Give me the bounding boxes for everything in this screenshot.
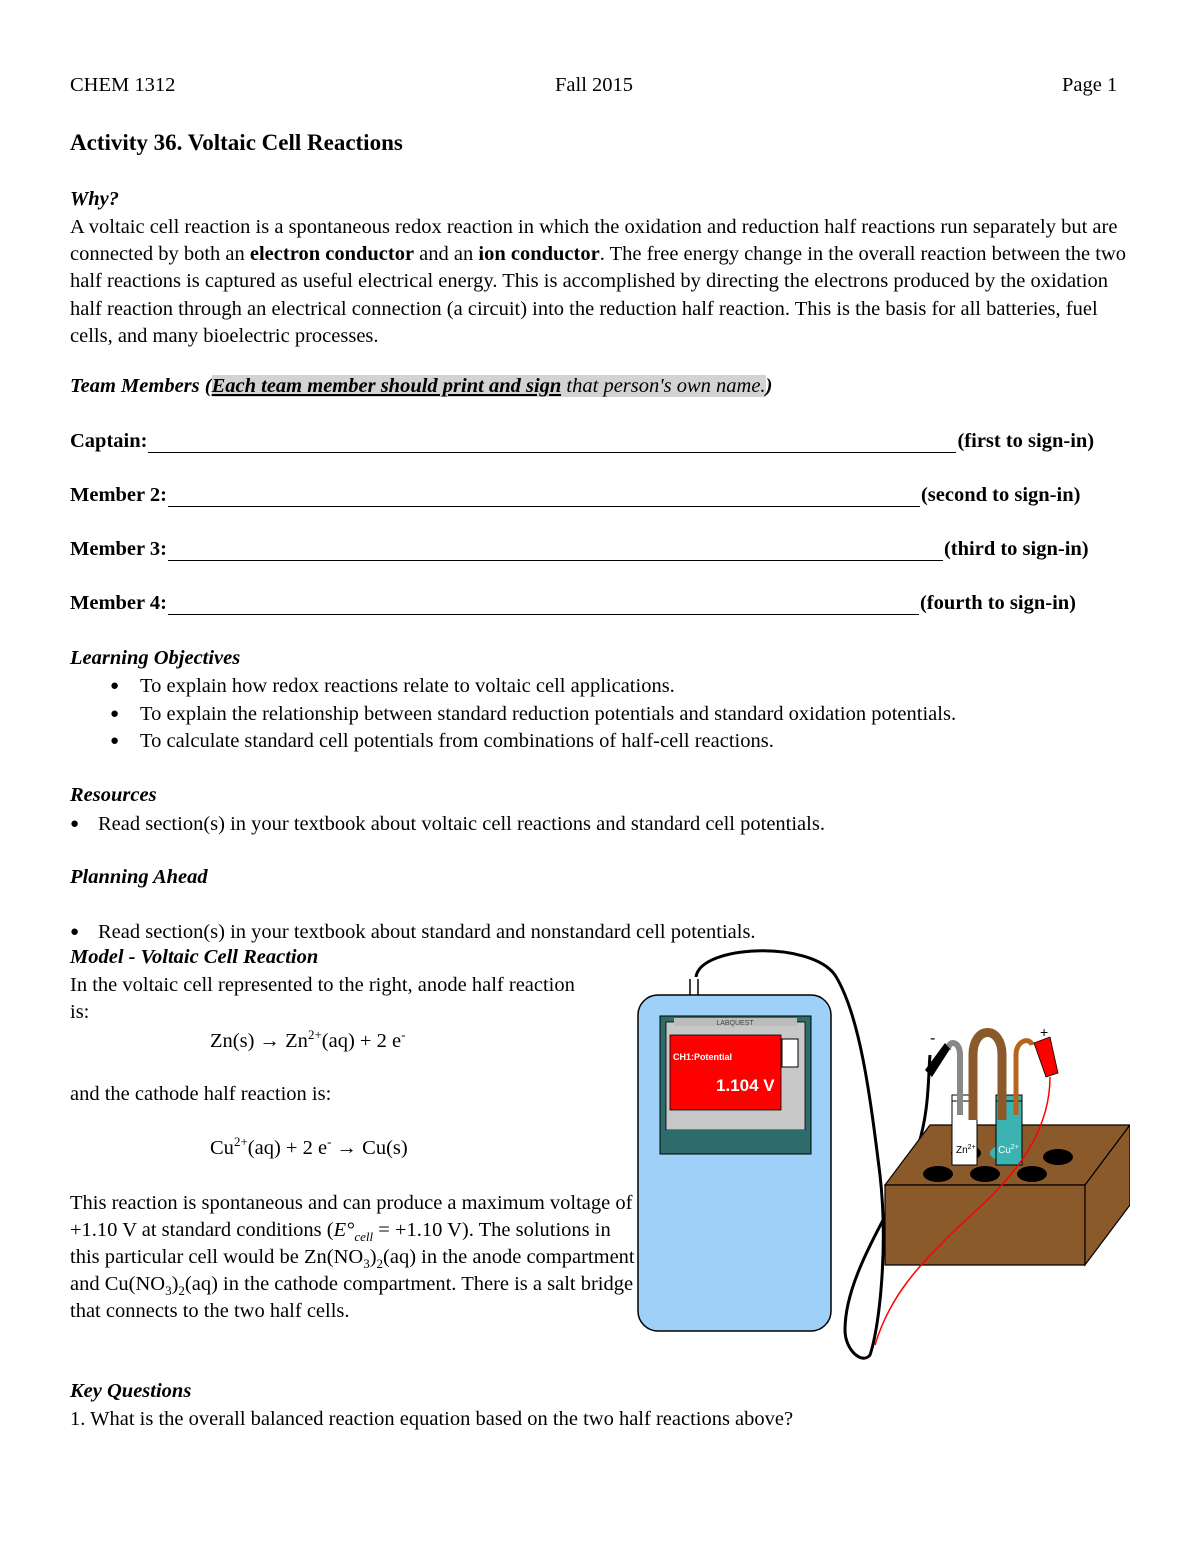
planning-item: ● Read section(s) in your textbook about standard and nonstandard cell potentials. (70, 919, 1188, 946)
probe-connector (690, 979, 698, 995)
block-hole (923, 1166, 953, 1182)
team-members-heading: Team Members (Each team member should print and sign that person's own name.) (70, 375, 773, 397)
block-front (885, 1185, 1085, 1265)
member3-signature-line[interactable] (168, 538, 943, 561)
objectives-list (70, 673, 1160, 756)
reading-panel (670, 1035, 781, 1110)
term-label: Fall 2015 (555, 74, 634, 96)
page-number: Page 1 (1062, 74, 1118, 96)
planning-heading: Planning Ahead (70, 866, 208, 888)
minus-terminal: - (930, 1030, 936, 1047)
page-title: Activity 36. Voltaic Cell Reactions (70, 130, 403, 155)
member2-sign-row[interactable]: Member 2: (second to sign-in) (70, 484, 1081, 506)
captain-signature-line[interactable] (148, 430, 956, 453)
course-label: CHEM 1312 (70, 74, 176, 96)
captain-sign-row[interactable]: Captain: (first to sign-in) (70, 430, 1095, 452)
zn-ion-label: $Zn^{2+}$ (956, 1144, 976, 1156)
scroll-button (782, 1039, 798, 1067)
member2-signature-line[interactable] (168, 484, 920, 507)
resources-heading: Resources (70, 784, 157, 806)
copper-electrode (1016, 1041, 1032, 1115)
model-paragraph: This reaction is spontaneous and can produce a maximum voltage of +1.10 V at standard conditions ($E^\circ_{cell} = +1.10$ V). The solutions in this particular cell would be $Zn(NO_3)_2(aq)$ in the anode compartment and $Cu(NO_3)_2(aq)$ in the cathode compartment. There is a salt bridge that connects to the two half cells. (70, 1192, 635, 1322)
red-clip (1034, 1037, 1058, 1077)
ion-conductor-term: ion conductor (478, 243, 600, 266)
model-heading: Model - Voltaic Cell Reaction (70, 946, 319, 968)
cu-ion-label: $Cu^{2+}$ (998, 1144, 1019, 1156)
key-questions-heading: Key Questions (70, 1380, 192, 1402)
objective-item: ● To calculate standard cell potentials from combinations of half-cell reactions. (70, 728, 1160, 756)
resources-item: ● Read section(s) in your textbook about voltaic cell reactions and standard cell potentials. (70, 811, 1188, 838)
plus-terminal: + (1040, 1024, 1049, 1040)
model-intro: In the voltaic cell represented to the right, anode half reaction is: (70, 974, 575, 1023)
screen-footer (666, 1130, 805, 1142)
block-hole (1017, 1166, 1047, 1182)
block-hole (970, 1166, 1000, 1182)
why-heading: Why? (70, 188, 119, 210)
member4-sign-row[interactable]: Member 4: (fourth to sign-in) (70, 592, 1077, 614)
cathode-intro: and the cathode half reaction is: (70, 1083, 332, 1105)
anode-equation: $Zn(s) \to Zn^{2+}(aq) + 2$ e- (210, 1027, 406, 1052)
objective-item: ● To explain the relationship between standard reduction potentials and standard oxidation potentials. (70, 701, 1160, 729)
salt-bridge (973, 1033, 1002, 1121)
member3-sign-row[interactable]: Member 3: (third to sign-in) (70, 538, 1089, 560)
objectives-heading: Learning Objectives (70, 647, 241, 669)
cathode-equation: $Cu^{2+}(aq) + 2$ e- → Cu(s) (210, 1134, 408, 1159)
voltaic-cell-figure (630, 945, 1130, 1365)
member4-signature-line[interactable] (168, 592, 919, 615)
block-hole (1043, 1149, 1073, 1165)
channel-label: CH1:Potential (673, 1052, 733, 1062)
brand-label: LABQUEST (716, 1020, 754, 1027)
objective-item: ● To explain how redox reactions relate to voltaic cell applications. (70, 673, 1160, 701)
key-question-1: 1. What is the overall balanced reaction equation based on the two half reactions above? (70, 1408, 794, 1430)
voltage-reading: 1.104 V (716, 1076, 775, 1095)
electron-conductor-term: electron conductor (249, 243, 415, 266)
why-paragraph: A voltaic cell reaction is a spontaneous redox reaction in which the oxidation and reduction half reactions run separately but are connected by both an electron conductor and an ion conductor. The free energy change in the overall reaction between the two half reactions is captured as useful electrical energy. This is accomplished by directing the electrons produced by the oxidation half reaction through an electrical connection (a circuit) into the reduction half reaction. This is the basis for all batteries, fuel cells, and many bioelectric processes. (70, 216, 1127, 347)
